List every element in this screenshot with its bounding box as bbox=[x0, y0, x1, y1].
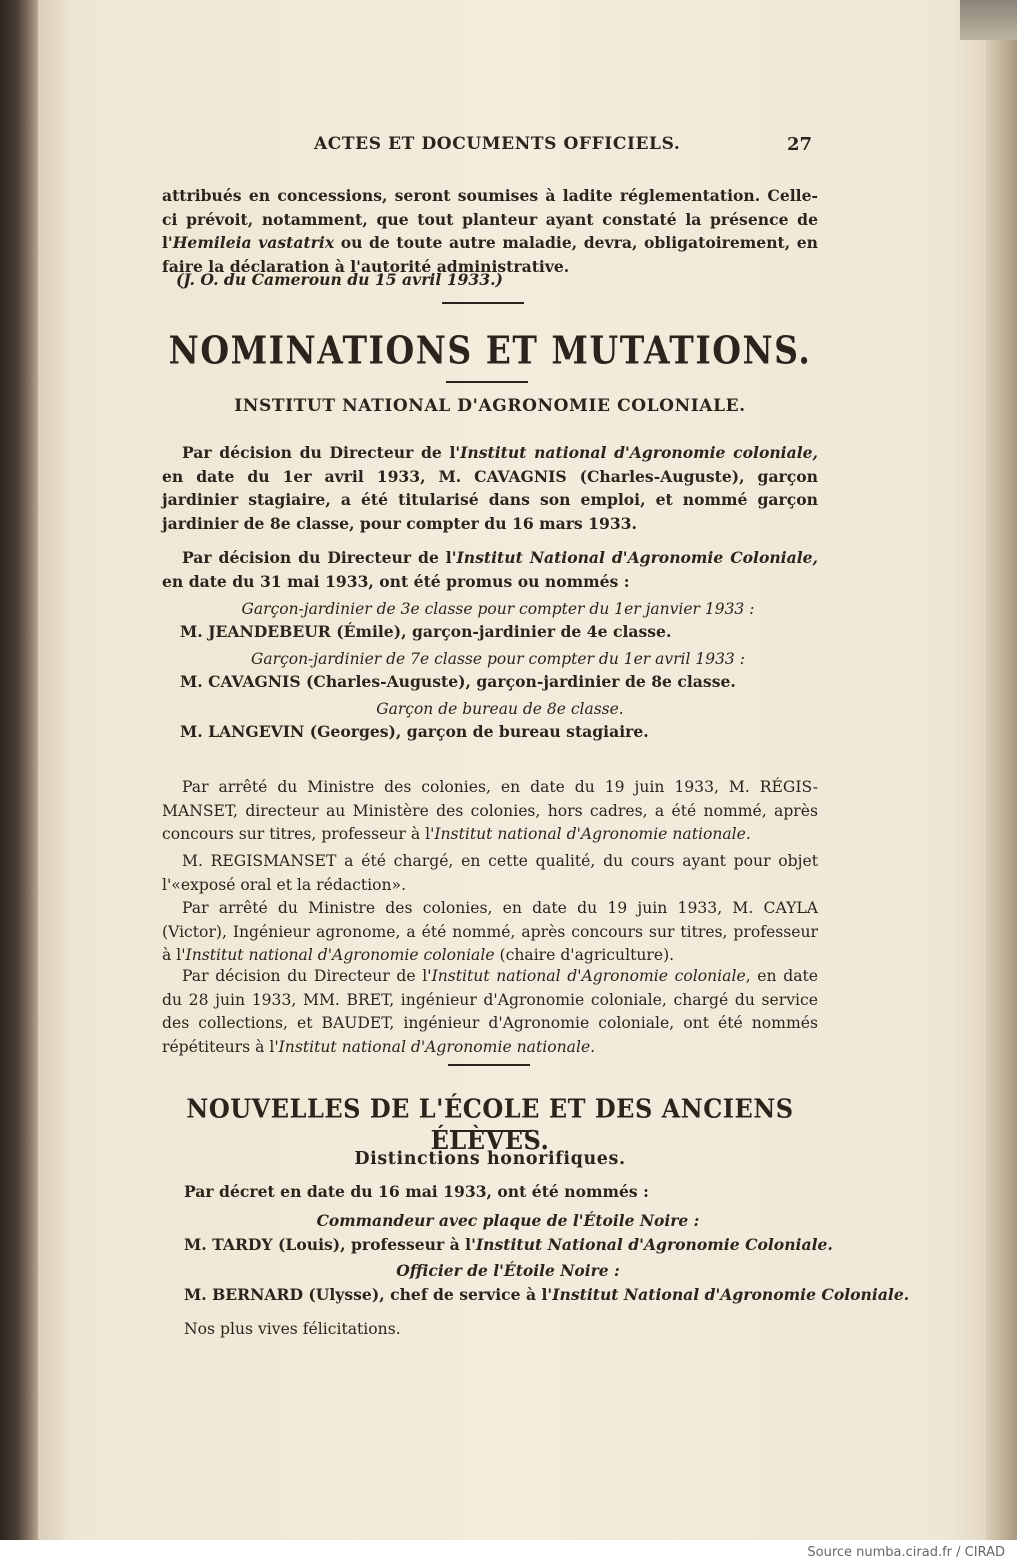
intro-paragraph: attribués en concessions, seront soumises à ladite réglementation. Celle-ci prévoit, notamment, que tout planteur ayant constaté la présence de l'Hemileia vastatrix ou de toute autre maladie, devra, obligatoirement, en faire la déclaration à l'autorité administrative. bbox=[162, 186, 819, 276]
section-divider bbox=[446, 381, 528, 383]
section-title-nominations: NOMINATIONS ET MUTATIONS. bbox=[168, 328, 812, 373]
promotion-entry: M. LANGEVIN (Georges), garçon de bureau stagiaire. bbox=[180, 722, 649, 741]
promotion-entry: M. CAVAGNIS (Charles-Auguste), garçon-jardinier de 8e classe. bbox=[180, 672, 736, 691]
page-edge bbox=[986, 0, 1017, 1540]
section-title-nouvelles: NOUVELLES DE L'ÉCOLE ET DES ANCIENS ÉLÈVES. bbox=[186, 1092, 794, 1156]
species-name: Hemileia vastatrix bbox=[172, 233, 335, 252]
promotion-entry: M. JEANDEBEUR (Émile), garçon-jardinier de 4e classe. bbox=[180, 622, 672, 641]
page-top-edge bbox=[960, 0, 1017, 40]
book-binding bbox=[0, 0, 38, 1540]
nomination-paragraph-1: Par décision du Directeur de l'Institut national d'Agronomie coloniale, en date du 1er avril 1933, M. CAVAGNIS (Charles-Auguste), garçon jardinier stagiaire, a été titularisé dans son emploi, et nommé garçon jardinier de 8e classe, pour compter du 16 mars 1933. bbox=[162, 443, 818, 533]
nomination-paragraph-4: M. REGISMANSET a été chargé, en cette qualité, du cours ayant pour objet l'«exposé oral et la rédaction». bbox=[162, 852, 818, 894]
promotion-heading: Garçon-jardinier de 3e classe pour compter du 1er janvier 1933 : bbox=[241, 600, 755, 618]
award-heading: Officier de l'Étoile Noire : bbox=[396, 1261, 620, 1280]
source-reference: (J. O. du Cameroun du 15 avril 1933.) bbox=[176, 270, 503, 289]
award-heading: Commandeur avec plaque de l'Étoile Noire : bbox=[316, 1211, 700, 1230]
promotion-heading: Garçon de bureau de 8e classe. bbox=[376, 700, 624, 718]
nomination-paragraph-3: Par arrêté du Ministre des colonies, en date du 19 juin 1933, M. RÉGIS- MANSET, directeur au Ministère des colonies, hors cadres, a été nommé, après concours sur titres, professeur à l'Institut national d'Agronomie nationale. bbox=[162, 778, 818, 843]
nomination-paragraph-6: Par décision du Directeur de l'Institut national d'Agronomie coloniale, en date du 28 juin 1933, MM. BRET, ingénieur d'Agronomie coloniale, chargé du service des collections, et BAUDET, ingénieur d'Agronomie coloniale, ont été nommés répétiteurs à l'Institut national d'Agronomie nationale. bbox=[162, 967, 818, 1056]
section-divider bbox=[448, 1064, 530, 1066]
section-subtitle-institut: INSTITUT NATIONAL D'AGRONOMIE COLONIALE. bbox=[234, 396, 746, 416]
section-divider bbox=[450, 1130, 532, 1132]
award-entry: M. TARDY (Louis), professeur à l'Institut National d'Agronomie Coloniale. bbox=[184, 1235, 833, 1254]
source-credit: Source numba.cirad.fr / CIRAD bbox=[807, 1545, 1005, 1560]
running-head bbox=[162, 134, 818, 160]
closing-line: Nos plus vives félicitations. bbox=[184, 1320, 401, 1338]
nomination-paragraph-2: Par décision du Directeur de l'Institut National d'Agronomie Coloniale, en date du 31 mai 1933, ont été promus ou nommés : bbox=[162, 548, 818, 591]
section-divider bbox=[442, 302, 524, 304]
award-entry: M. BERNARD (Ulysse), chef de service à l'Institut National d'Agronomie Coloniale. bbox=[184, 1285, 910, 1304]
running-head-title: ACTES ET DOCUMENTS OFFICIELS. bbox=[314, 134, 681, 154]
page-number: 27 bbox=[786, 134, 812, 155]
nomination-paragraph-5: Par arrêté du Ministre des colonies, en date du 19 juin 1933, M. CAYLA (Victor), Ingénieur agronome, a été nommé, après concours sur titres, professeur à l'Institut national d'Agronomie coloniale (chaire d'agriculture). bbox=[162, 899, 818, 964]
promotion-heading: Garçon-jardinier de 7e classe pour compter du 1er avril 1933 : bbox=[251, 650, 745, 668]
decree-intro: Par décret en date du 16 mai 1933, ont été nommés : bbox=[184, 1182, 649, 1201]
section-subtitle-distinctions: Distinctions honorifiques. bbox=[354, 1149, 626, 1169]
